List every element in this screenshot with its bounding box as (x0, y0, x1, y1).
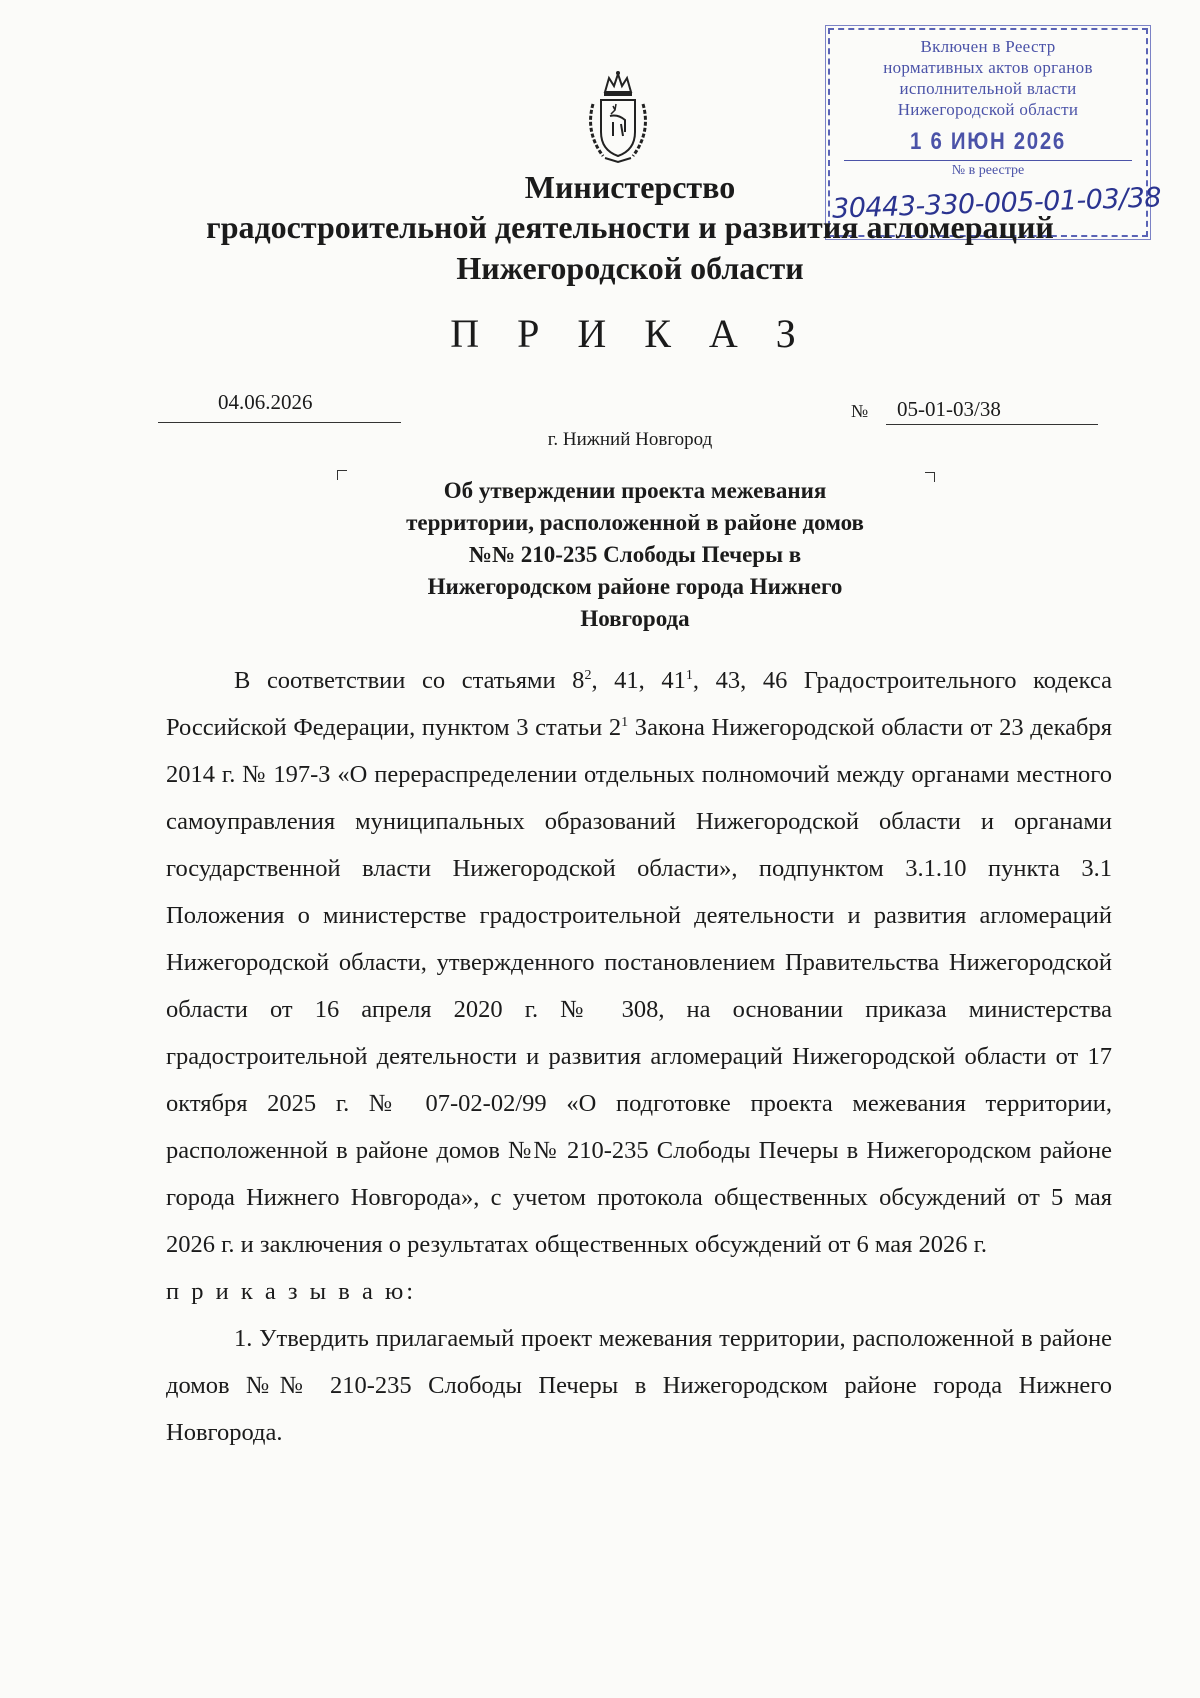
city-name: г. Нижний Новгород (547, 429, 713, 450)
document-body (166, 657, 1112, 1456)
document-type-title: П Р И К А З (450, 311, 810, 356)
stamp-line-2: нормативных актов органов (883, 58, 1093, 77)
ordering-word: п р и к а з ы в а ю: (166, 1278, 417, 1305)
order-number-underline (886, 424, 1098, 425)
subject-corner-right (925, 472, 935, 482)
order-date-underline (158, 422, 401, 423)
stamp-line-4: Нижегородской области (897, 100, 1079, 119)
preamble-sup-2: 1 (685, 667, 693, 683)
stamp-date: 1 6 ИЮН 2026 (910, 128, 1066, 155)
subject-line-2: территории, расположенной в районе домов (406, 510, 864, 535)
preamble-text-b: , 41, 41 (591, 667, 686, 694)
subject-line-1: Об утверждении проекта межевания (443, 478, 827, 503)
order-subject (345, 475, 925, 635)
stamp-line-1: Включен в Реестр (920, 37, 1056, 56)
preamble-sup-1: 2 (584, 667, 592, 683)
subject-line-5: Новгорода (580, 606, 690, 631)
order-number-sign: № (851, 401, 869, 421)
subject-line-3: №№ 210-235 Слободы Печеры в (468, 542, 802, 567)
coat-of-arms-emblem (583, 70, 653, 166)
order-date: 04.06.2026 (218, 390, 313, 414)
preamble-text-d: Закона Нижегородской области от 23 декабря 2014 г. № 197-З «О перераспределении отдельных полномочий между органами местного самоуправления муниципальных образований Нижегородской области и органами государственной власти Нижегородской области», подпунктом 3.1.10 пункта 3.1 Положения о министерстве градостроительной деятельности и развития агломераций Нижегородской области, утвержденного постановлением Правительства Нижегородской области от 16 апреля 2020 г. № 308, на основании приказа министерства градостроительной деятельности и развития агломераций Нижегородской области от 17 октября 2025 г. № 07-02-02/99 «О подготовке проекта межевания территории, расположенной в районе домов №№ 210-235 Слободы Печеры в Нижегородском районе города Нижнего Новгорода», с учетом протокола общественных обсуждений от 5 мая 2026 г. и заключения о результатах общественных обсуждений от 6 мая 2026 г. (166, 714, 1112, 1258)
preamble-text-c: , 43, 46 Градостроительного кодекса Российской Федерации, пунктом 3 статьи 2 (166, 667, 1113, 741)
preamble-sup-3: 1 (621, 714, 629, 730)
stamp-registry-label: № в реестре (951, 163, 1025, 178)
stamp-line-3: исполнительной власти (899, 79, 1077, 98)
ministry-name-line-2: градостроительной деятельности и развития агломераций (206, 209, 1054, 245)
stamp-separator (844, 160, 1132, 161)
order-number: 05-01-03/38 (897, 397, 1001, 421)
ministry-name-line-3: Нижегородской области (456, 250, 804, 286)
preamble-text-a: В соответствии со статьями 8 (234, 667, 585, 694)
item-1-paragraph: 1. Утвердить прилагаемый проект межевания территории, расположенной в районе домов №№ 210-235 Слободы Печеры в Нижегородском районе города Нижнего Новгорода. (166, 1325, 1112, 1446)
ministry-name-line-1: Министерство (524, 169, 736, 205)
stamp-registry-number: 30443-330-005-01-03/38 (831, 182, 1162, 225)
preamble-paragraph (166, 657, 1112, 1268)
subject-line-4: Нижегородском районе города Нижнего (427, 574, 843, 599)
